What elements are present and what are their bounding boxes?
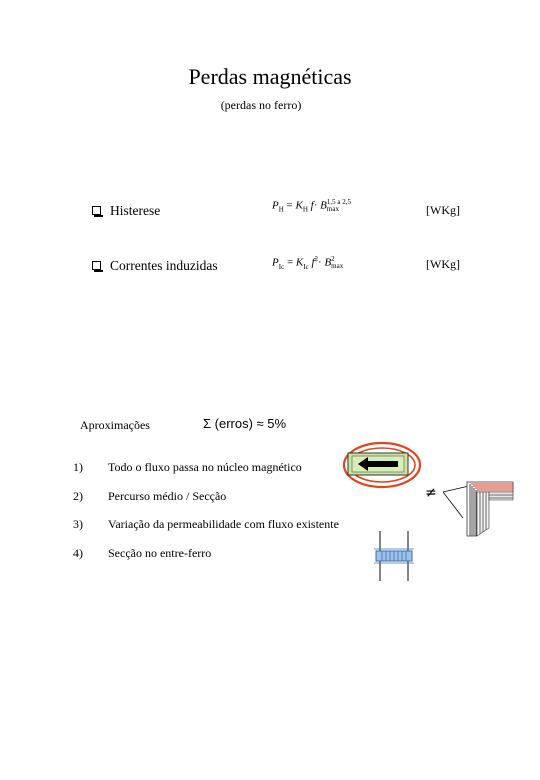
- hysteresis-formula: $P_H = K_H$ f· B 1,5 a 2,5 max: [272, 198, 351, 214]
- loss-label: Histerese: [110, 203, 161, 218]
- page-title: Perdas magnéticas: [188, 64, 352, 89]
- list-item-number: 1): [73, 460, 83, 474]
- loss-item-hysteresis: [92, 203, 160, 219]
- list-item-text: Variação da permeabilidade com fluxo existente: [108, 517, 339, 531]
- eddy-formula: $P_{Ic} = K_{Ic}$ $f^2\cdot B$ 2 max: [272, 255, 344, 271]
- not-equal-symbol: ≠: [425, 485, 437, 501]
- list-item-number: 4): [73, 546, 83, 560]
- list-item-number: 3): [73, 517, 83, 531]
- approximations-error-expression: Σ (erros) ≈ 5%: [203, 416, 287, 431]
- list-item-text: Todo o fluxo passa no núcleo magnético: [108, 460, 302, 474]
- checkbox-bullet-icon: [92, 261, 101, 270]
- air-gap-figure: [372, 531, 416, 581]
- core-corner-figure: [443, 478, 515, 540]
- eddy-unit: [WKg]: [426, 257, 460, 271]
- list-item-text: Secção no entre-ferro: [108, 546, 212, 560]
- loss-item-eddy-currents: [92, 258, 218, 274]
- loss-label: Correntes induzidas: [110, 258, 218, 273]
- pointer-line: [443, 486, 469, 492]
- approximations-label: Aproximações: [80, 418, 150, 432]
- list-item-text: Percurso médio / Secção: [108, 489, 227, 503]
- gap-field-lines: [382, 551, 406, 561]
- pointer-line: [443, 492, 463, 518]
- corner-top-face: [489, 492, 513, 500]
- hysteresis-unit: [WKg]: [426, 203, 460, 217]
- checkbox-bullet-icon: [92, 206, 101, 215]
- list-item-number: 2): [73, 489, 83, 503]
- page-subtitle: (perdas no ferro): [220, 98, 302, 112]
- magnetic-core-flux-figure: [340, 438, 424, 492]
